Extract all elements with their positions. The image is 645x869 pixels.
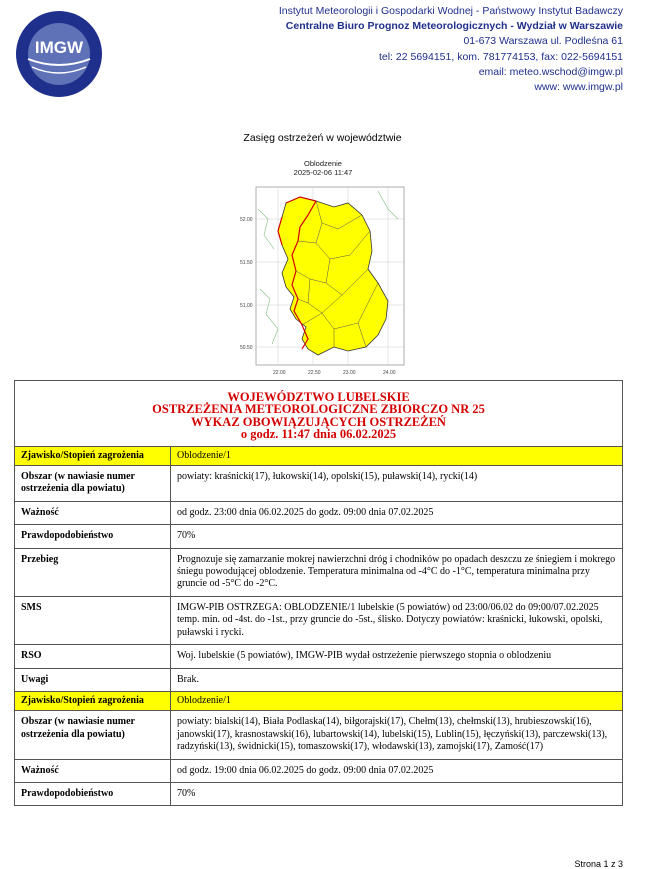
row-value: od godz. 23:00 dnia 06.02.2025 do godz. 09:00 dnia 07.02.2025: [171, 501, 623, 524]
address: 01-673 Warszawa ul. Podleśna 61: [463, 35, 623, 48]
section-title: Zasięg ostrzeżeń w województwie: [243, 132, 402, 144]
row-value: 70%: [171, 782, 623, 805]
office-name: Centralne Biuro Prognoz Meteorologicznych - Wydział w Warszawie: [285, 20, 623, 33]
row-value: Oblodzenie/1: [171, 446, 623, 465]
table-row: [15, 446, 623, 465]
institution-name: Instytut Meteorologii i Gospodarki Wodnej - Państwowy Instytut Badawczy: [278, 5, 623, 17]
lon-label: 22.50: [308, 370, 321, 376]
phone-fax: tel: 22 5694151, kom. 781774153, fax: 022-5694151: [378, 50, 623, 63]
warning-map: [238, 159, 408, 381]
row-label: Ważność: [15, 759, 171, 782]
row-label: Obszar (w nawiasie numer ostrzeżenia dla powiatu): [15, 466, 171, 502]
lon-label: 23.00: [343, 370, 356, 376]
row-label: Ważność: [15, 501, 171, 524]
table-row: [15, 596, 623, 644]
row-value: Prognozuje się zamarzanie mokrej nawierzchni dróg i chodników po opadach deszczu ze śniegiem i mokrego śniegu powodującej oblodzenie. Temperatura minimalna od -4°C do -1°C, temperatura minimalna przy gruncie od -5°C do -2°C.: [171, 548, 623, 596]
row-value: powiaty: bialski(14), Biała Podlaska(14), biłgorajski(17), Chełm(13), chełmski(13), hrubieszowski(16), janowski(17), krasnostawski(16), lubartowski(14), lubelski(15), Lublin(15), łęczyński(13), parczewski(13), radzyński(13), świdnicki(15), tomaszowski(17), włodawski(13), zamojski(17), Zamość(17): [171, 711, 623, 759]
table-row: [15, 548, 623, 596]
page-number: Strona 1 z 3: [574, 859, 623, 869]
row-value: IMGW-PIB OSTRZEGA: OBLODZENIE/1 lubelskie (5 powiatów) od 23:00/06.02 do 09:00/07.02.2025 temp. min. od -4st. do -1st., przy gruncie do -5st., ślisko. Dotyczy powiatów: kraśnicki, łukowski, opolski, puławski i rycki.: [171, 596, 623, 644]
row-label: Przebieg: [15, 548, 171, 596]
warnings-banner: [15, 381, 623, 447]
lat-label: 51.50: [240, 260, 253, 266]
banner-bulletin: OSTRZEŻENIA METEOROLOGICZNE ZBIORCZO NR 25: [152, 402, 485, 417]
table-row: [15, 501, 623, 524]
voivodeship-map: [238, 179, 408, 381]
row-value: 70%: [171, 525, 623, 548]
banner-issued: o godz. 11:47 dnia 06.02.2025: [240, 427, 397, 442]
warnings-table: [14, 380, 623, 806]
map-title: [238, 159, 408, 177]
row-label: Zjawisko/Stopień zagrożenia: [15, 691, 171, 710]
banner-list-title: WYKAZ OBOWIĄZUJĄCYCH OSTRZEŻEŃ: [191, 414, 446, 429]
lat-label: 52.00: [240, 217, 253, 223]
row-label: Prawdopodobieństwo: [15, 525, 171, 548]
row-label: Zjawisko/Stopień zagrożenia: [15, 446, 171, 465]
row-value: Brak.: [171, 668, 623, 691]
table-row: [15, 711, 623, 759]
email: email: meteo.wschod@imgw.pl: [478, 65, 623, 78]
lon-label: 22.00: [273, 370, 286, 376]
row-value: Woj. lubelskie (5 powiatów), IMGW-PIB wydał ostrzeżenie pierwszego stopnia o oblodzeniu: [171, 645, 623, 668]
row-value: Oblodzenie/1: [171, 691, 623, 710]
map-phenomenon: Oblodzenie: [304, 159, 342, 168]
lat-label: 51.00: [240, 303, 253, 309]
table-row: [15, 691, 623, 710]
imgw-logo: [14, 9, 104, 99]
row-label: Prawdopodobieństwo: [15, 782, 171, 805]
lon-label: 24.00: [383, 370, 396, 376]
logo-text: IMGW: [34, 38, 84, 57]
institution-header: [279, 4, 623, 95]
lat-label: 50.50: [240, 345, 253, 351]
table-row: [15, 466, 623, 502]
banner-region: WOJEWÓDZTWO LUBELSKIE: [227, 390, 410, 404]
table-row: [15, 525, 623, 548]
table-row: [15, 759, 623, 782]
row-value: powiaty: kraśnicki(17), łukowski(14), opolski(15), puławski(14), rycki(14): [171, 466, 623, 502]
row-label: SMS: [15, 596, 171, 644]
table-row: [15, 782, 623, 805]
row-label: Obszar (w nawiasie numer ostrzeżenia dla powiatu): [15, 711, 171, 759]
map-datetime: 2025-02-06 11:47: [293, 168, 353, 177]
row-value: od godz. 19:00 dnia 06.02.2025 do godz. 09:00 dnia 07.02.2025: [171, 759, 623, 782]
website: www: www.imgw.pl: [534, 81, 623, 94]
row-label: Uwagi: [15, 668, 171, 691]
table-row: [15, 668, 623, 691]
row-label: RSO: [15, 645, 171, 668]
table-row: [15, 645, 623, 668]
